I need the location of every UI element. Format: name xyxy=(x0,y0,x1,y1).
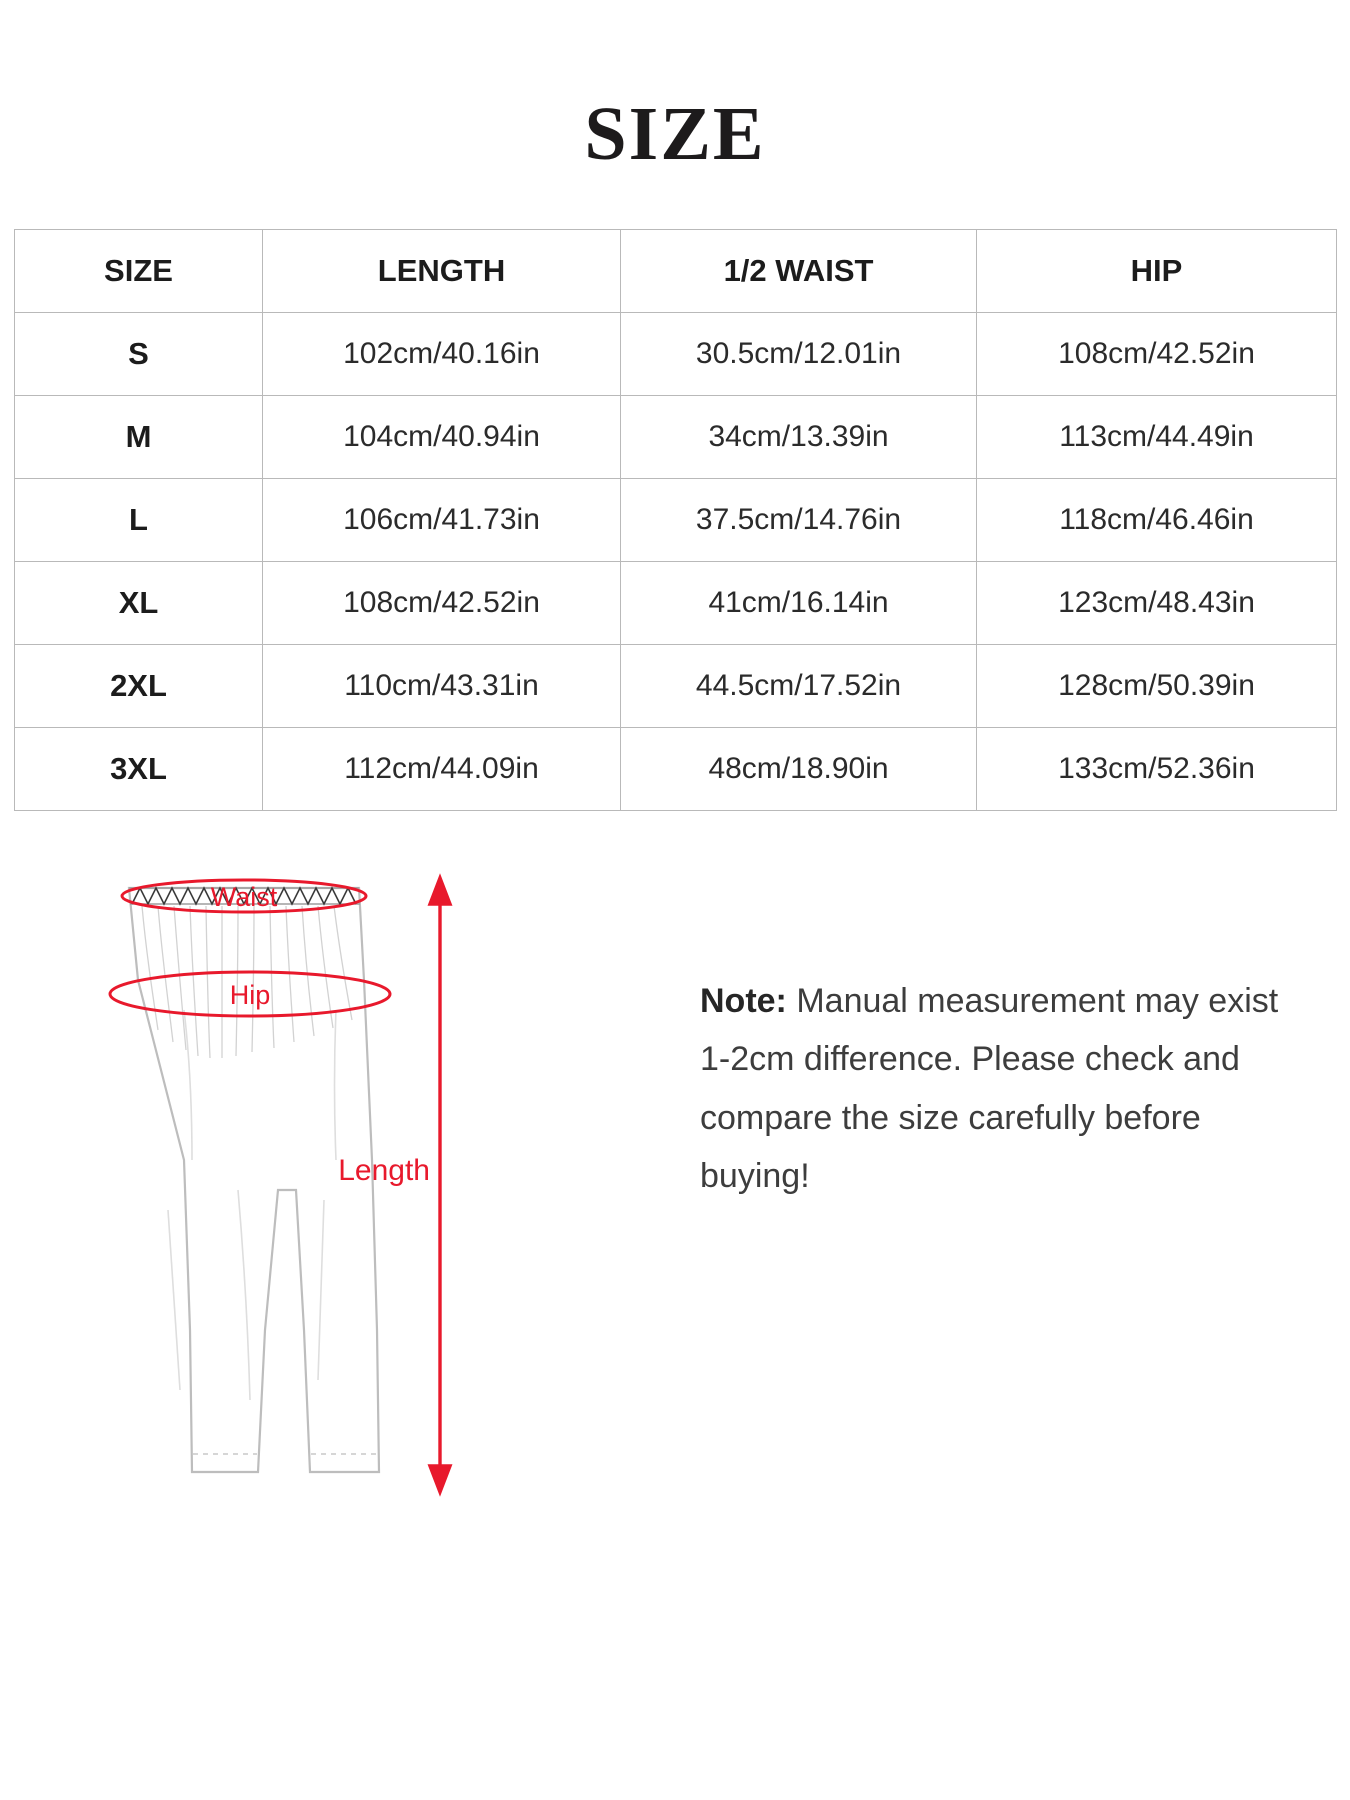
waist-label: Waist xyxy=(210,882,278,912)
note-label: Note: xyxy=(700,982,787,1020)
size-table-container xyxy=(14,229,1336,811)
note-text: Manual measurement may exist 1-2cm difference. Please check and compare the size carefully before buying! xyxy=(700,982,1279,1196)
lower-section xyxy=(0,860,1350,1580)
table-header-row xyxy=(15,230,1337,313)
length-label: Length xyxy=(338,1154,430,1187)
cell-half-waist: 37.5cm/14.76in xyxy=(621,479,977,562)
cell-hip: 123cm/48.43in xyxy=(977,562,1337,645)
table-row xyxy=(15,396,1337,479)
cell-length: 110cm/43.31in xyxy=(263,645,621,728)
column-header-size: SIZE xyxy=(15,230,263,313)
table-row xyxy=(15,645,1337,728)
cell-length: 112cm/44.09in xyxy=(263,728,621,811)
cell-hip: 108cm/42.52in xyxy=(977,313,1337,396)
cell-hip: 113cm/44.49in xyxy=(977,396,1337,479)
cell-length: 106cm/41.73in xyxy=(263,479,621,562)
column-header-hip: HIP xyxy=(977,230,1337,313)
cell-hip: 133cm/52.36in xyxy=(977,728,1337,811)
cell-length: 102cm/40.16in xyxy=(263,313,621,396)
column-header-half-waist: 1/2 WAIST xyxy=(621,230,977,313)
cell-hip: 118cm/46.46in xyxy=(977,479,1337,562)
table-row xyxy=(15,562,1337,645)
size-table xyxy=(14,229,1337,811)
table-row xyxy=(15,313,1337,396)
cell-size: S xyxy=(15,313,263,396)
table-row xyxy=(15,479,1337,562)
cell-length: 104cm/40.94in xyxy=(263,396,621,479)
cell-length: 108cm/42.52in xyxy=(263,562,621,645)
column-header-length: LENGTH xyxy=(263,230,621,313)
hip-label: Hip xyxy=(229,980,271,1010)
cell-size: XL xyxy=(15,562,263,645)
cell-size: 2XL xyxy=(15,645,263,728)
cell-half-waist: 30.5cm/12.01in xyxy=(621,313,977,396)
cell-size: L xyxy=(15,479,263,562)
table-row xyxy=(15,728,1337,811)
pants-measurement-diagram xyxy=(72,860,552,1560)
cell-size: 3XL xyxy=(15,728,263,811)
cell-half-waist: 34cm/13.39in xyxy=(621,396,977,479)
cell-half-waist: 44.5cm/17.52in xyxy=(621,645,977,728)
cell-half-waist: 41cm/16.14in xyxy=(621,562,977,645)
measurement-note xyxy=(700,972,1300,1206)
page-title: SIZE xyxy=(584,92,766,176)
cell-hip: 128cm/50.39in xyxy=(977,645,1337,728)
cell-size: M xyxy=(15,396,263,479)
cell-half-waist: 48cm/18.90in xyxy=(621,728,977,811)
